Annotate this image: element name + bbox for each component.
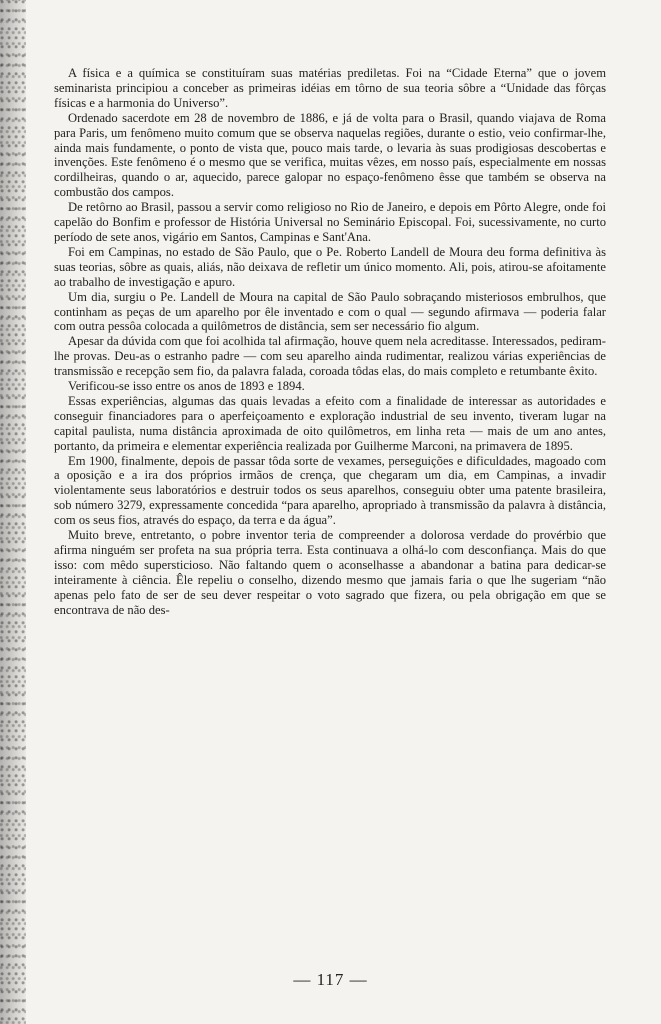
paragraph: Ordenado sacerdote em 28 de novembro de 1886, e já de volta para o Brasil, quando viajava de Roma para Paris, um fenômeno muito comum que se observa naquelas regiões, durante o estio, veio confirmar-lhe, ainda mais fundamente, o ponto de vista que, pouco mais tarde, o levaria às suas prodigiosas descobertas e invenções. Este fenômeno é o mesmo que se verifica, muitas vêzes, em nosso país, especialmente em nossas cordilheiras, quando o ar, aquecido, parece galopar no espaço-fenômeno êsse que também se observa na combustão dos campos.: [54, 110, 606, 200]
scan-gutter-shadow: [0, 0, 26, 1024]
paragraph: De retôrno ao Brasil, passou a servir como religioso no Rio de Janeiro, e depois em Pôrto Alegre, onde foi capelão do Bonfim e professor de História Universal no Seminário Episcopal. Foi, sucessivamente, no curto período de sete anos, vigário em Santos, Campinas e Sant'Ana.: [54, 200, 606, 244]
page-number: — 117 —: [293, 970, 368, 989]
paragraph: Verificou-se isso entre os anos de 1893 e 1894.: [68, 379, 305, 394]
paragraph: A física e a química se constituíram suas matérias prediletas. Foi na “Cidade Eterna” que o jovem seminarista principiou a conceber as primeiras idéias em tôrno de sua teoria sôbre a “Unidade das fôrças físicas e a harmonia do Universo”.: [54, 66, 606, 110]
paragraph: Um dia, surgiu o Pe. Landell de Moura na capital de São Paulo sobraçando misteriosos embrulhos, que continham as peças de um aparelho por êle inventado e com o qual — segundo afirmava — poderia falar com outra pessôa colocada a quilômetros de distância, sem ser necessário fio algum.: [54, 289, 606, 334]
paragraph: Em 1900, finalmente, depois de passar tôda sorte de vexames, perseguições e dificuldades, magoado com a oposição e a ira dos próprios irmãos de crença, que chegaram um dia, em Campinas, a invadir violentamente seus laboratórios e destruir todos os seus aparelhos, conseguiu obter uma patente brasileira, sob número 3279, expressamente concedida “para aparelho, apropriado à transmissão da palavra à distância, com os seus fios, através do espaço, da terra e da água”.: [54, 453, 606, 528]
paragraph: Foi em Campinas, no estado de São Paulo, que o Pe. Roberto Landell de Moura deu forma definitiva às suas teorias, sôbre as quais, aliás, não deixava de refletir um único momento. Ali, pois, atirou-se afoitamente ao trabalho de investigação e apuro.: [54, 244, 606, 289]
paragraph: Muito breve, entretanto, o pobre inventor teria de compreender a dolorosa verdade do provérbio que afirma ninguém ser profeta na sua própria terra. Esta continuava a olhá-lo com desconfiança. Mais do que isso: com mêdo supersticioso. Não faltando quem o aconselhasse a abandonar a batina para dedicar-se inteiramente à ciência. Êle repeliu o conselho, dizendo mesmo que jamais faria o que lhe sugeriam “não apenas pelo fato de ser de seu dever respeitar o voto sagrado que fizera, ou pela obrigação em que se encontrava de não des-: [54, 528, 606, 617]
paragraph: Apesar da dúvida com que foi acolhida tal afirmação, houve quem nela acreditasse. Interessados, pediram-lhe provas. Deu-as o estranho padre — com seu aparelho ainda rudimentar, realizou várias experiências de transmissão e recepção sem fio, da palavra falada, coroada tôdas elas, do mais completo e retumbante êxito.: [54, 334, 606, 379]
body-text: [54, 66, 606, 618]
paragraph: Essas experiências, algumas das quais levadas a efeito com a finalidade de interessar as autoridades e conseguir financiadores para o aperfeiçoamento e exploração industrial de seu invento, tiveram lugar na capital paulista, numa distância aproximada de oito quilômetros, em linha reta — mais de um ano antes, portanto, da primeira e elementar experiência realizada por Guilherme Marconi, na primavera de 1895.: [54, 393, 606, 453]
